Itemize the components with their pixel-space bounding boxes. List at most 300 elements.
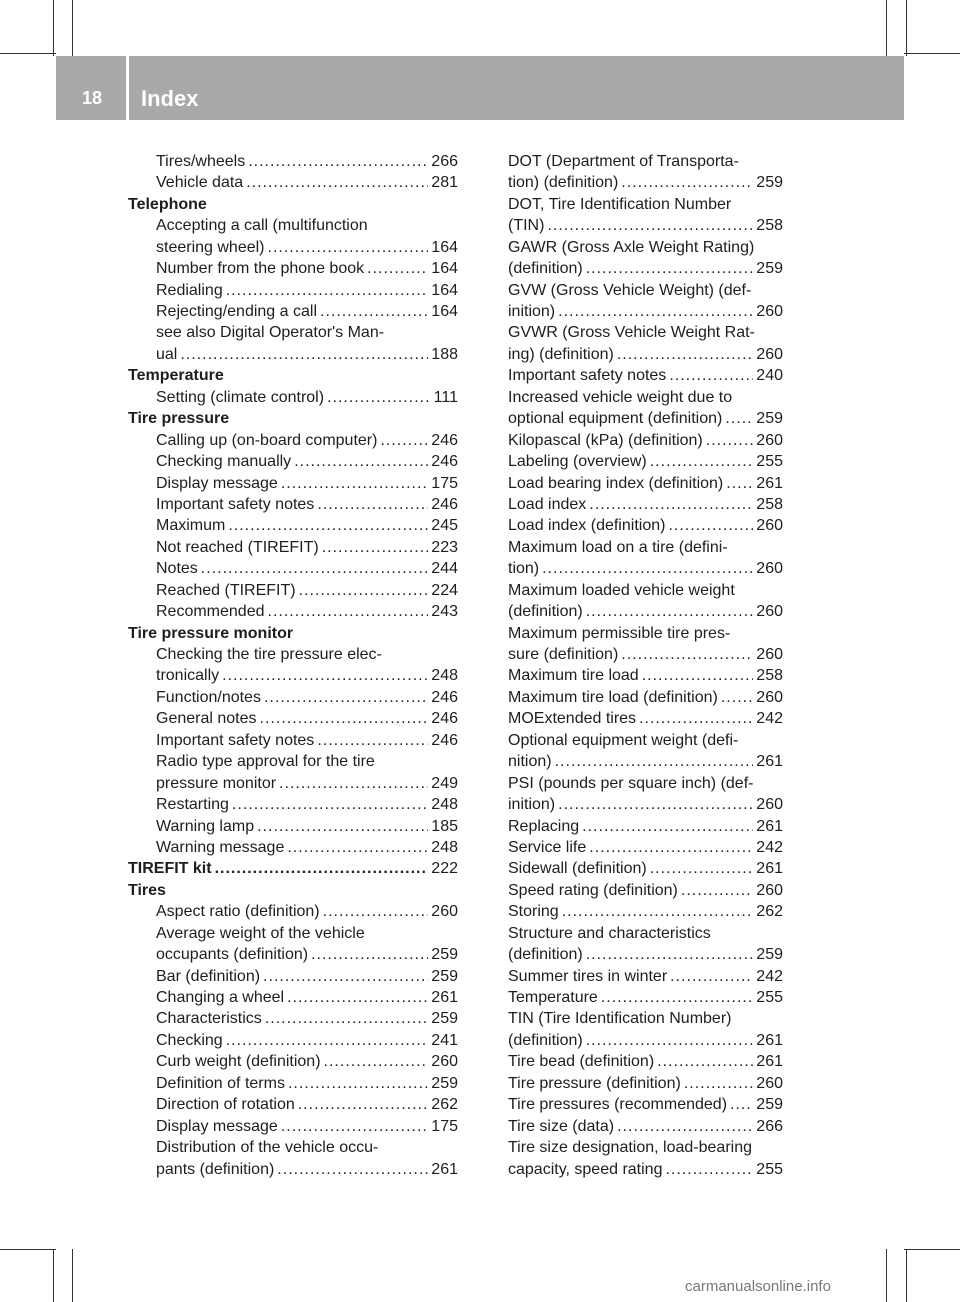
index-entry-label: Restarting xyxy=(156,796,229,814)
dot-leader xyxy=(642,665,754,686)
index-entry xyxy=(508,194,783,215)
index-entry-label: pants (definition) xyxy=(156,1160,275,1178)
page-reference: 259 xyxy=(756,260,783,278)
page-reference: 260 xyxy=(756,431,783,449)
index-entry-label: Optional equipment weight (defi- xyxy=(508,731,739,749)
index-entry-label: Recommended xyxy=(156,603,265,621)
index-entry-label: inition) xyxy=(508,796,556,814)
section-title: Index xyxy=(141,86,199,111)
index-entry xyxy=(508,644,783,665)
index-entry-label: Tire pressures (recommended) xyxy=(508,1096,728,1114)
page-reference: 224 xyxy=(431,581,458,599)
index-entry xyxy=(508,816,783,837)
index-entry-label: Replacing xyxy=(508,817,580,835)
dot-leader xyxy=(601,987,753,1008)
index-entry xyxy=(128,923,458,944)
index-entry-label: Bar (definition) xyxy=(156,967,261,985)
crop-mark xyxy=(904,53,960,54)
page-reference: 266 xyxy=(756,1117,783,1135)
dot-leader xyxy=(265,1008,428,1029)
dot-leader xyxy=(222,665,428,686)
page-reference: 246 xyxy=(431,453,458,471)
dot-leader xyxy=(547,215,753,236)
page-reference: 175 xyxy=(431,474,458,492)
dot-leader xyxy=(669,365,753,386)
page-reference: 175 xyxy=(431,1117,458,1135)
page-reference: 164 xyxy=(431,260,458,278)
dot-leader xyxy=(298,1094,429,1115)
index-entry-label: Reached (TIREFIT) xyxy=(156,581,296,599)
index-entry xyxy=(508,687,783,708)
page-reference: 261 xyxy=(756,860,783,878)
dot-leader xyxy=(589,494,753,515)
dot-leader xyxy=(320,301,428,322)
dot-leader xyxy=(681,880,753,901)
index-entry-label: Summer tires in winter xyxy=(508,967,668,985)
index-entry-label: PSI (pounds per square inch) (def- xyxy=(508,774,754,792)
index-entry xyxy=(508,708,783,729)
index-entry xyxy=(128,280,458,301)
index-entry xyxy=(128,558,458,579)
dot-leader xyxy=(617,344,753,365)
page-reference: 260 xyxy=(756,517,783,535)
page-reference: 260 xyxy=(756,646,783,664)
index-entry-label: Important safety notes xyxy=(156,731,315,749)
dot-leader xyxy=(617,1116,753,1137)
crop-mark xyxy=(53,1249,54,1302)
page-reference: 262 xyxy=(431,1096,458,1114)
index-heading-label: TIREFIT kit xyxy=(128,860,212,878)
index-entry xyxy=(508,880,783,901)
dot-leader xyxy=(228,515,428,536)
index-entry-label: Display message xyxy=(156,1117,278,1135)
index-entry xyxy=(508,1137,783,1158)
index-entry-label: (definition) xyxy=(508,1031,583,1049)
index-heading-label: Temperature xyxy=(128,367,224,385)
dot-leader xyxy=(268,237,429,258)
page-reference: 281 xyxy=(431,174,458,192)
page-reference: 259 xyxy=(431,1010,458,1028)
index-entry xyxy=(508,258,783,279)
index-entry xyxy=(508,430,783,451)
page-reference: 185 xyxy=(431,817,458,835)
index-entry-label: Service life xyxy=(508,838,587,856)
index-entry-label: MOExtended tires xyxy=(508,710,637,728)
index-entry-label: see also Digital Operator's Man- xyxy=(156,324,385,342)
dot-leader xyxy=(226,280,429,301)
page-reference: 259 xyxy=(756,1096,783,1114)
index-entry xyxy=(128,301,458,322)
index-entry xyxy=(508,1051,783,1072)
index-heading xyxy=(128,194,458,215)
index-entry xyxy=(128,601,458,622)
page-reference: 261 xyxy=(756,753,783,771)
index-entry-label: Maximum loaded vehicle weight xyxy=(508,581,735,599)
index-entry-label: Direction of rotation xyxy=(156,1096,295,1114)
index-entry xyxy=(508,1009,783,1030)
index-entry-label: pressure monitor xyxy=(156,774,277,792)
index-entry xyxy=(508,1159,783,1180)
page-reference: 260 xyxy=(756,603,783,621)
index-entry-label: ing) (definition) xyxy=(508,345,614,363)
page-reference: 248 xyxy=(431,667,458,685)
index-entry xyxy=(508,1073,783,1094)
index-entry xyxy=(508,601,783,622)
index-entry-label: Aspect ratio (definition) xyxy=(156,903,320,921)
index-heading-label: Tire pressure monitor xyxy=(128,624,294,642)
index-entry-label: (TIN) xyxy=(508,217,545,235)
page-reference: 260 xyxy=(756,1074,783,1092)
index-entry-label: GAWR (Gross Axle Weight Rating) xyxy=(508,238,755,256)
index-entry-label: Tire size (data) xyxy=(508,1117,615,1135)
index-entry-label: Characteristics xyxy=(156,1010,262,1028)
index-entry-label: Changing a wheel xyxy=(156,989,285,1007)
index-entry-label: (definition) xyxy=(508,946,583,964)
page-reference: 261 xyxy=(431,1160,458,1178)
crop-mark xyxy=(904,1249,960,1250)
dot-leader xyxy=(684,1073,753,1094)
index-entry xyxy=(508,1116,783,1137)
index-entry-label: steering wheel) xyxy=(156,238,265,256)
page-reference: 259 xyxy=(431,967,458,985)
index-heading-label: Tire pressure xyxy=(128,410,230,428)
index-entry-label: Vehicle data xyxy=(156,174,244,192)
dot-leader xyxy=(721,687,753,708)
index-entry xyxy=(508,365,783,386)
page-reference: 260 xyxy=(756,688,783,706)
dot-leader xyxy=(324,1051,429,1072)
dot-leader xyxy=(730,1094,753,1115)
index-entry-label: Curb weight (definition) xyxy=(156,1053,321,1071)
index-entry-label: capacity, speed rating xyxy=(508,1160,663,1178)
index-entry xyxy=(128,730,458,751)
page-reference: 258 xyxy=(756,667,783,685)
index-entry-label: Kilopascal (kPa) (definition) xyxy=(508,431,703,449)
page-reference: 259 xyxy=(756,174,783,192)
index-entry-label: Calling up (on-board computer) xyxy=(156,431,378,449)
page-reference: 245 xyxy=(431,517,458,535)
index-entry xyxy=(508,901,783,922)
index-entry-label: Labeling (overview) xyxy=(508,453,647,471)
index-entry xyxy=(128,151,458,172)
page-reference: 188 xyxy=(431,345,458,363)
page-reference: 261 xyxy=(756,1053,783,1071)
dot-leader xyxy=(586,944,754,965)
page-reference: 260 xyxy=(756,303,783,321)
dot-leader xyxy=(246,172,428,193)
page-reference: 222 xyxy=(431,860,458,878)
index-entry-label: Warning message xyxy=(156,838,285,856)
index-entry xyxy=(128,1009,458,1030)
dot-leader xyxy=(327,387,431,408)
header-divider xyxy=(126,56,129,120)
index-entry-label: Checking xyxy=(156,1031,223,1049)
page-reference: 260 xyxy=(431,903,458,921)
index-entry xyxy=(128,580,458,601)
index-entry-label: Maximum xyxy=(156,517,226,535)
dot-leader xyxy=(277,1159,428,1180)
index-entry xyxy=(508,215,783,236)
index-entry xyxy=(508,773,783,794)
page-reference: 164 xyxy=(431,281,458,299)
page-reference: 260 xyxy=(431,1053,458,1071)
index-entry xyxy=(508,301,783,322)
dot-leader xyxy=(650,451,754,472)
index-entry xyxy=(508,858,783,879)
index-entry-label: Notes xyxy=(156,560,198,578)
page-reference: 246 xyxy=(431,495,458,513)
index-entry xyxy=(128,430,458,451)
index-entry-label: Maximum load on a tire (defini- xyxy=(508,538,728,556)
page-reference: 246 xyxy=(431,431,458,449)
index-entry xyxy=(128,1094,458,1115)
index-entry-label: GVWR (Gross Vehicle Weight Rat- xyxy=(508,324,755,342)
index-entry xyxy=(128,1116,458,1137)
index-entry xyxy=(508,666,783,687)
index-entry xyxy=(128,1073,458,1094)
index-entry xyxy=(128,237,458,258)
index-entry xyxy=(508,966,783,987)
index-entry xyxy=(128,215,458,236)
index-entry-label: Tires/wheels xyxy=(156,152,246,170)
page-reference: 244 xyxy=(431,560,458,578)
index-entry-label: Speed rating (definition) xyxy=(508,881,678,899)
dot-leader xyxy=(317,494,428,515)
index-entry xyxy=(128,323,458,344)
index-entry-label: Storing xyxy=(508,903,559,921)
dot-leader xyxy=(263,966,428,987)
index-entry xyxy=(508,494,783,515)
page-reference: 260 xyxy=(756,560,783,578)
index-entry xyxy=(128,773,458,794)
index-entry-label: Number from the phone book xyxy=(156,260,365,278)
index-heading xyxy=(128,408,458,429)
index-column-right xyxy=(508,151,783,1180)
crop-mark xyxy=(906,1249,907,1302)
index-entry xyxy=(128,473,458,494)
index-entry-label: Average weight of the vehicle xyxy=(156,924,365,942)
dot-leader xyxy=(268,601,429,622)
dot-leader xyxy=(586,1030,754,1051)
dot-leader xyxy=(621,644,753,665)
index-entry-label: (definition) xyxy=(508,260,583,278)
dot-leader xyxy=(226,1030,429,1051)
index-entry-label: Redialing xyxy=(156,281,223,299)
dot-leader xyxy=(367,258,428,279)
dot-leader xyxy=(558,301,753,322)
page-reference: 242 xyxy=(756,967,783,985)
index-entry xyxy=(128,494,458,515)
page-reference: 262 xyxy=(756,903,783,921)
index-entry xyxy=(508,623,783,644)
dot-leader xyxy=(311,944,428,965)
index-entry-label: sure (definition) xyxy=(508,646,619,664)
dot-leader xyxy=(562,901,754,922)
crop-mark xyxy=(72,1249,73,1302)
dot-leader xyxy=(621,172,753,193)
page-reference: 266 xyxy=(431,152,458,170)
dot-leader xyxy=(279,773,428,794)
index-entry-label: Sidewall (definition) xyxy=(508,860,647,878)
index-heading xyxy=(128,880,458,901)
dot-leader xyxy=(180,344,428,365)
index-entry-label: Tire size designation, load-bearing xyxy=(508,1139,752,1157)
dot-leader xyxy=(248,151,428,172)
dot-leader xyxy=(257,816,428,837)
index-entry-label: Increased vehicle weight due to xyxy=(508,388,733,406)
index-entry-label: DOT (Department of Transporta- xyxy=(508,152,739,170)
index-entry xyxy=(508,794,783,815)
dot-leader xyxy=(670,966,753,987)
index-entry xyxy=(508,515,783,536)
crop-mark xyxy=(886,0,887,56)
index-entry xyxy=(508,1030,783,1051)
index-entry-label: Load bearing index (definition) xyxy=(508,474,724,492)
index-entry xyxy=(508,837,783,858)
page-reference: 164 xyxy=(431,238,458,256)
index-entry xyxy=(128,344,458,365)
crop-mark xyxy=(0,53,56,54)
index-entry-label: occupants (definition) xyxy=(156,946,309,964)
index-entry xyxy=(128,966,458,987)
index-entry xyxy=(508,323,783,344)
index-entry-label: Important safety notes xyxy=(156,495,315,513)
index-entry-label: Important safety notes xyxy=(508,367,667,385)
index-entry xyxy=(128,666,458,687)
index-entry xyxy=(128,258,458,279)
index-entry xyxy=(508,473,783,494)
index-entry-label: Structure and characteristics xyxy=(508,924,711,942)
dot-leader xyxy=(281,1116,428,1137)
page-reference: 255 xyxy=(756,453,783,471)
index-entry xyxy=(508,172,783,193)
index-entry-label: Function/notes xyxy=(156,688,261,706)
index-heading-label: Tires xyxy=(128,881,166,899)
watermark: carmanualsonline.info xyxy=(685,1278,831,1295)
index-entry xyxy=(508,237,783,258)
index-entry-label: tronically xyxy=(156,667,220,685)
dot-leader xyxy=(725,408,753,429)
index-entry xyxy=(128,944,458,965)
index-entry xyxy=(128,387,458,408)
page-reference: 241 xyxy=(431,1031,458,1049)
index-entry xyxy=(128,987,458,1008)
dot-leader xyxy=(558,794,753,815)
index-entry xyxy=(128,172,458,193)
page-reference: 261 xyxy=(431,989,458,1007)
dot-leader xyxy=(380,430,428,451)
page-reference: 261 xyxy=(756,1031,783,1049)
index-entry-label: TIN (Tire Identification Number) xyxy=(508,1010,732,1028)
page-reference: 249 xyxy=(431,774,458,792)
index-entry xyxy=(128,1137,458,1158)
index-entry-label: GVW (Gross Vehicle Weight) (def- xyxy=(508,281,752,299)
index-entry xyxy=(128,687,458,708)
index-entry xyxy=(128,1159,458,1180)
dot-leader xyxy=(322,537,429,558)
index-heading xyxy=(128,623,458,644)
index-entry xyxy=(508,558,783,579)
dot-leader xyxy=(287,987,428,1008)
page-reference: 261 xyxy=(756,474,783,492)
dot-leader xyxy=(582,816,753,837)
dot-leader xyxy=(215,858,429,879)
index-entry-label: Accepting a call (multifunction xyxy=(156,217,368,235)
index-entry-label: Definition of terms xyxy=(156,1074,285,1092)
index-entry xyxy=(508,751,783,772)
page-reference: 255 xyxy=(756,1160,783,1178)
index-heading-label: Telephone xyxy=(128,195,207,213)
dot-leader xyxy=(639,708,753,729)
index-entry xyxy=(128,816,458,837)
dot-leader xyxy=(657,1051,753,1072)
page-reference: 260 xyxy=(756,881,783,899)
dot-leader xyxy=(287,837,428,858)
index-entry xyxy=(128,1051,458,1072)
index-entry xyxy=(508,730,783,751)
index-entry xyxy=(508,408,783,429)
page-number: 18 xyxy=(81,88,103,108)
page-reference: 259 xyxy=(756,410,783,428)
page-reference: 246 xyxy=(431,688,458,706)
index-entry-label: DOT, Tire Identification Number xyxy=(508,195,732,213)
index-entry-label: Temperature xyxy=(508,989,598,1007)
dot-leader xyxy=(201,558,429,579)
index-entry-label: nition) xyxy=(508,753,552,771)
index-entry-label: Maximum permissible tire pres- xyxy=(508,624,731,642)
page-reference: 243 xyxy=(431,603,458,621)
page-reference: 259 xyxy=(431,1074,458,1092)
page-reference: 259 xyxy=(431,946,458,964)
dot-leader xyxy=(264,687,428,708)
dot-leader xyxy=(323,901,429,922)
dot-leader xyxy=(650,858,754,879)
page-reference: 248 xyxy=(431,838,458,856)
index-column-left xyxy=(128,151,458,1180)
index-entry-label: ual xyxy=(156,345,178,363)
dot-leader xyxy=(706,430,754,451)
index-entry-label: Distribution of the vehicle occu- xyxy=(156,1139,379,1157)
dot-leader xyxy=(555,751,754,772)
index-entry xyxy=(128,901,458,922)
dot-leader xyxy=(260,708,429,729)
dot-leader xyxy=(589,837,753,858)
page-reference: 246 xyxy=(431,731,458,749)
index-entry-label: Maximum tire load (definition) xyxy=(508,688,718,706)
index-entry-label: Load index (definition) xyxy=(508,517,666,535)
index-heading xyxy=(128,858,458,879)
index-entry xyxy=(128,515,458,536)
index-entry xyxy=(508,387,783,408)
page-reference: 111 xyxy=(433,388,458,406)
index-entry-label: Setting (climate control) xyxy=(156,388,325,406)
page-reference: 248 xyxy=(431,796,458,814)
index-entry-label: Radio type approval for the tire xyxy=(156,753,375,771)
page-reference: 260 xyxy=(756,796,783,814)
dot-leader xyxy=(668,515,753,536)
index-entry-label: Not reached (TIREFIT) xyxy=(156,538,319,556)
dot-leader xyxy=(281,473,428,494)
index-entry-label: General notes xyxy=(156,710,257,728)
index-entry xyxy=(508,344,783,365)
index-entry-label: Warning lamp xyxy=(156,817,255,835)
index-entry-label: Load index xyxy=(508,495,587,513)
page-reference: 261 xyxy=(756,817,783,835)
index-entry xyxy=(508,580,783,601)
page-reference: 223 xyxy=(431,538,458,556)
index-entry-label: Display message xyxy=(156,474,278,492)
index-entry xyxy=(128,1030,458,1051)
